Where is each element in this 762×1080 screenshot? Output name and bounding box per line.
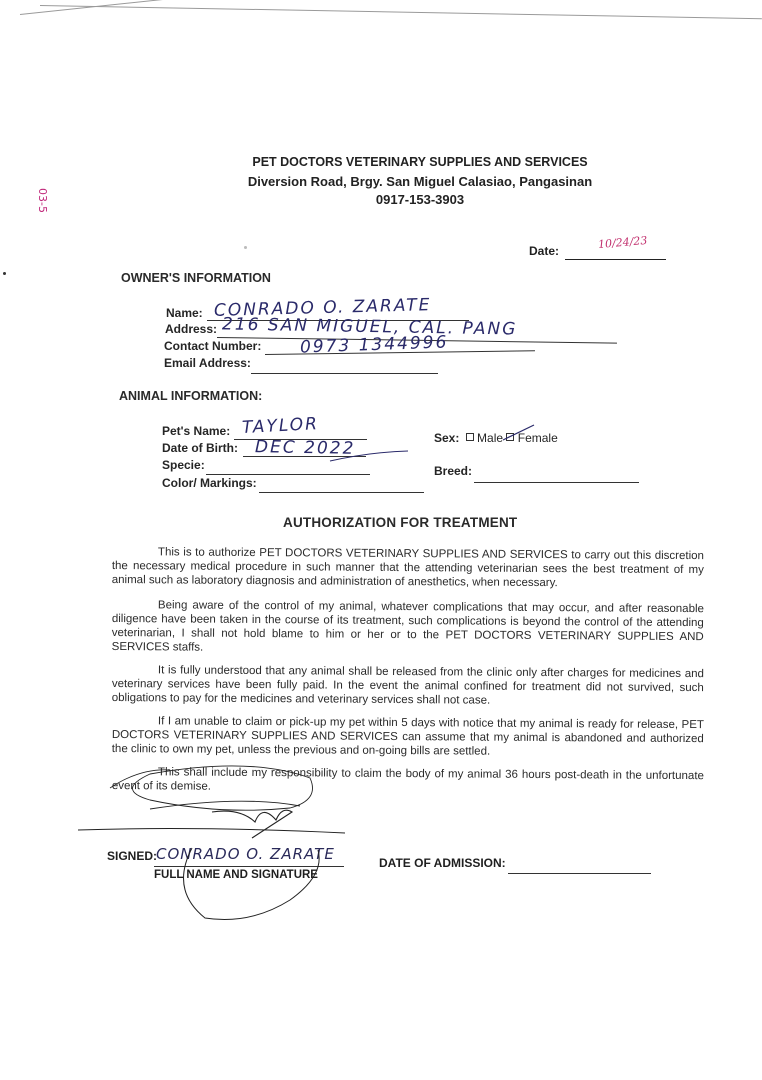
authorization-paragraph-5: [112, 766, 704, 798]
speck: [3, 272, 6, 275]
authorization-paragraph-2: [112, 599, 704, 659]
date-field-line[interactable]: [565, 259, 666, 260]
signature-flourish: [78, 829, 345, 833]
authorization-paragraph-5-text: This shall include my responsibility to claim the body of my animal 36 hours post-death in the unfortunate event of its demise.: [111, 766, 704, 793]
signature-line[interactable]: [154, 866, 344, 867]
breed-line[interactable]: [474, 482, 639, 483]
margin-note: 03-5: [35, 188, 49, 213]
authorization-paragraph-1-text: This is to authorize PET DOCTORS VETERINARY SUPPLIES AND SERVICES to carry out this discretion the necessary medical procedure in such manner that the attending veterinarian sees the best treatment of my animal such as laboratory diagnosis and administration of anesthetics, when necessary.: [111, 546, 704, 589]
owner-address-value: 216 SAN MIGUEL, CAL. PANG: [221, 314, 518, 340]
authorization-paragraph-3-text: It is fully understood that any animal shall be released from the clinic only after charges for medicines and veterinary services have been fully paid. In the event the animal confined for treatment did not survived, such obligations to pay for the medicines and veterinary services shall not case.: [111, 664, 704, 707]
sex-female-checkbox[interactable]: [506, 433, 514, 441]
speck: [244, 246, 247, 249]
authorization-paragraph-4: [112, 715, 704, 761]
owner-name-label: Name:: [166, 306, 203, 320]
sex-male-checkbox[interactable]: [466, 433, 474, 441]
color-markings-label: Color/ Markings:: [162, 476, 257, 490]
sex-field: [434, 431, 558, 445]
sex-male-label: Male: [477, 431, 504, 445]
authorization-paragraph-1: [112, 546, 704, 592]
animal-info-heading: ANIMAL INFORMATION:: [119, 389, 263, 403]
date-of-admission-line[interactable]: [508, 873, 651, 874]
sex-female-label: Female: [517, 431, 558, 445]
breed-label: Breed:: [434, 464, 473, 478]
signature-scribble: [150, 801, 300, 809]
specie-line[interactable]: [206, 474, 370, 475]
pet-name-value: TAYLOR: [241, 413, 320, 439]
company-phone: 0917-153-3903: [375, 192, 465, 207]
full-name-signature-label: FULL NAME AND SIGNATURE: [154, 869, 318, 881]
pet-name-label: Pet's Name:: [162, 424, 231, 438]
authorization-paragraph-3: [112, 664, 704, 710]
authorization-paragraph-2-text: Being aware of the control of my animal, whatever complications that may occur, and after reasonable diligence have been taken in the course of its treatment, such complications is beyond the control of the attending veterinarian, I shall not hold blame to him or her or to the PET DOCTORS VETERINARY SUPPLIES AND SERVICES staffs.: [111, 599, 704, 654]
color-markings-line[interactable]: [259, 492, 424, 493]
owner-email-line[interactable]: [251, 373, 438, 374]
authorization-paragraph-4-text: If I am unable to claim or pick-up my pet within 5 days with notice that my animal is ready for release, PET DOCTORS VETERINARY SUPPLIES AND SERVICES can assume that my animal is abandoned and authorized the clinic to own my pet, unless the previous and on-going bills are settled.: [111, 715, 704, 758]
scan-edge-line: [40, 5, 762, 19]
owner-email-label: Email Address:: [164, 356, 251, 370]
owner-contact-value: 0973 1344996: [299, 332, 449, 358]
dob-value: DEC 2022: [254, 437, 356, 459]
dob-label: Date of Birth:: [162, 441, 238, 455]
date-label: Date:: [529, 244, 560, 258]
signature-scribble: [212, 810, 292, 838]
date-handwritten-value: 10/24/23: [597, 233, 648, 252]
signed-handwritten-name: CONRADO O. ZARATE: [156, 845, 335, 863]
company-name: PET DOCTORS VETERINARY SUPPLIES AND SERVICES: [252, 155, 588, 169]
date-of-admission-label: DATE OF ADMISSION:: [379, 856, 506, 870]
specie-label: Specie:: [162, 458, 205, 472]
owner-name-value: CONRADO O. ZARATE: [213, 295, 432, 321]
authorization-heading: AUTHORIZATION FOR TREATMENT: [283, 515, 518, 530]
company-address: Diversion Road, Brgy. San Miguel Calasiao, Pangasinan: [247, 174, 593, 189]
signed-label: SIGNED:: [107, 849, 158, 863]
sex-label: Sex:: [434, 431, 460, 445]
owner-contact-label: Contact Number:: [164, 339, 262, 353]
owner-address-label: Address:: [165, 322, 218, 336]
owner-info-heading: OWNER'S INFORMATION: [121, 271, 271, 285]
